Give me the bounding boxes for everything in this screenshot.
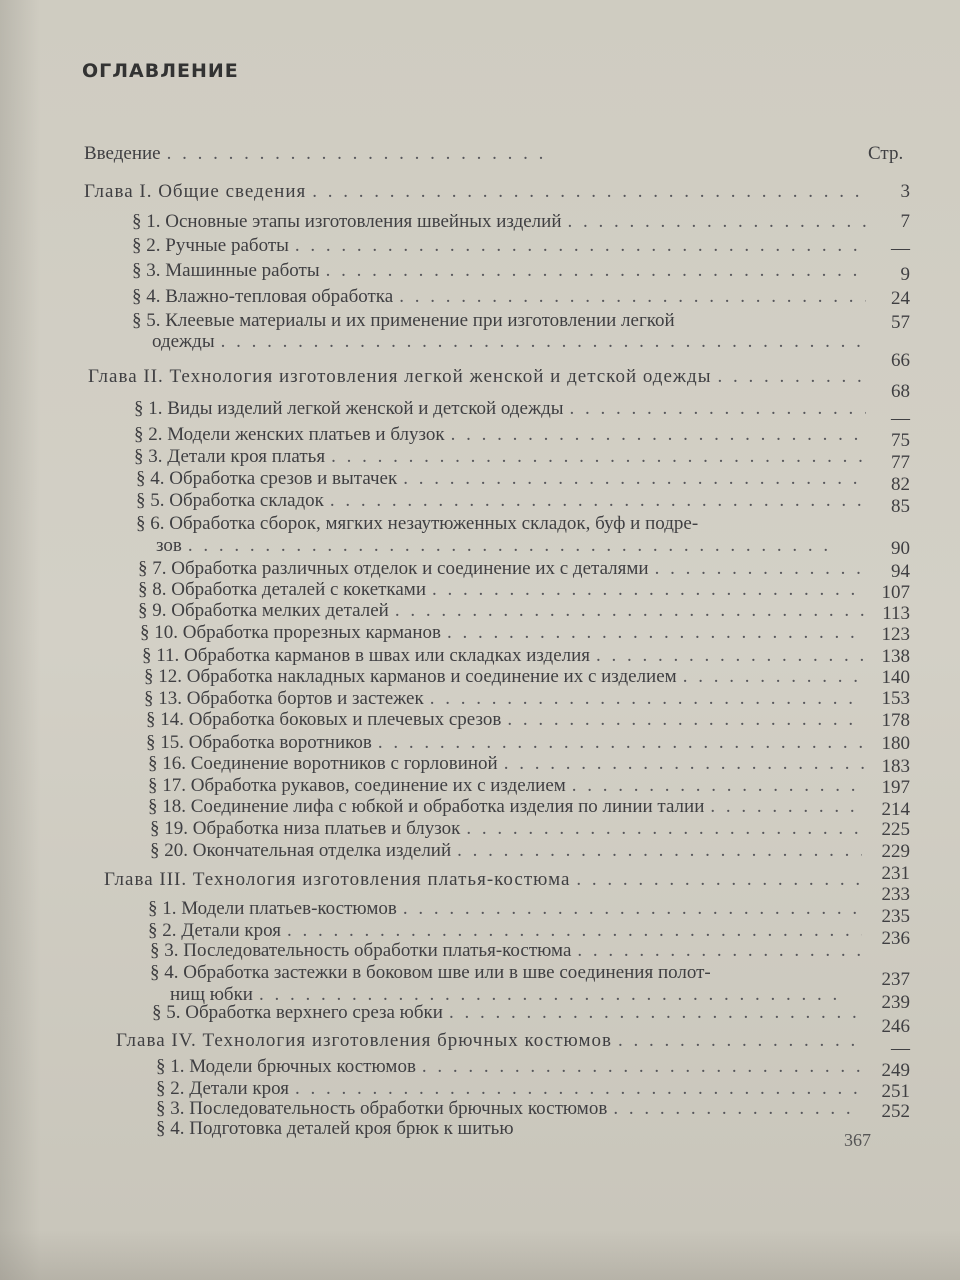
dot-leader [613,1098,862,1120]
toc-entry [134,424,870,446]
toc-entry-label: § 2. Ручные работы [132,235,289,256]
toc-chapter [104,869,868,891]
toc-page-number: 231 [881,863,910,884]
toc-page-number: 233 [881,884,910,905]
toc-page-number: 225 [881,819,910,840]
toc-page-number: — [891,238,910,259]
dot-leader [717,366,866,388]
dot-leader [331,446,866,468]
dot-leader [312,181,866,203]
toc-page-number: 237 [881,969,910,990]
dot-leader [568,211,867,233]
dot-leader [576,869,864,891]
toc-entry-label: § 11. Обработка карманов в швах или складках изделия [142,645,591,666]
toc-chapter [88,366,870,388]
toc-chapter [116,1030,866,1052]
toc-entry-label: § 12. Обработка накладных карманов и соединение их с изделием [144,666,677,687]
toc-entry [156,1098,866,1120]
toc-entry [146,732,868,754]
toc-entry [148,753,868,775]
toc-entry-continuation [152,331,870,353]
toc-page-number: — [891,408,910,429]
toc-entry [144,688,868,710]
toc-entry-label: § 4. Подготовка деталей кроя брюк к шитью [156,1118,514,1139]
dot-leader [403,468,866,490]
toc-page-number: 90 [891,538,910,559]
dot-leader [295,1078,862,1100]
toc-entry [140,622,870,644]
toc-page-number: 57 [891,312,910,333]
toc-entry-label: § 19. Обработка низа платьев и блузок [150,818,461,839]
page-edge [0,1230,960,1280]
toc-page-number: 68 [891,381,910,402]
toc-entry [150,818,866,840]
toc-entry [156,1078,866,1100]
toc-page-number: 235 [881,906,910,927]
toc-page-number: 3 [900,181,910,202]
toc-entry-label: нищ юбки [170,984,253,1005]
dot-leader [451,424,866,446]
toc-entry-label: § 15. Обработка воротников [146,732,372,753]
toc-entry [138,579,870,601]
dot-leader [596,645,864,667]
toc-page-number: 9 [900,264,910,285]
toc-entry-label: Глава IV. Технология изготовления брючных костюмов [116,1030,612,1051]
toc-chapter [84,181,870,203]
toc-entry [132,310,870,332]
dot-leader [570,398,866,420]
toc-page-number: 236 [881,928,910,949]
toc-entry-label: § 7. Обработка различных отделок и соединение их с деталями [138,558,649,579]
dot-leader [618,1030,862,1052]
toc-page-number: 94 [891,561,910,582]
toc-entry-label: § 20. Окончательная отделка изделий [150,840,452,861]
toc-entry [132,260,870,282]
toc-page-number: 123 [881,624,910,645]
dot-leader [577,940,862,962]
toc-page-number: 252 [881,1101,910,1122]
toc-page-number: 239 [881,992,910,1013]
toc-entry [138,600,870,622]
toc-entry [156,1056,866,1078]
dot-leader [395,600,866,622]
dot-leader [432,579,866,601]
toc-entry-label: § 14. Обработка боковых и плечевых срезов [146,709,502,730]
toc-entry-label: § 5. Обработка верхнего среза юбки [152,1002,443,1023]
toc-page-number: 113 [882,603,910,624]
toc-entry [132,286,870,308]
dot-leader [447,622,866,644]
dot-leader [326,260,866,282]
toc-entry-label: § 1. Основные этапы изготовления швейных изделий [132,211,562,232]
toc-entry-label: § 1. Модели платьев-костюмов [148,898,397,919]
toc-entry [148,898,866,920]
toc-entry [146,709,868,731]
toc-page-number: 140 [881,667,910,688]
toc-page-number: 251 [881,1081,910,1102]
toc-entry [150,962,844,984]
toc-entry-label: одежды [152,331,215,352]
dot-leader [378,732,864,754]
toc-entry [152,1002,866,1024]
toc-entry-label: § 1. Модели брючных костюмов [156,1056,416,1077]
toc-entry-label: § 8. Обработка деталей с кокетками [138,579,426,600]
toc-entry-label: § 2. Детали кроя [156,1078,290,1099]
toc-page-number: 138 [881,646,910,667]
dot-leader [188,535,832,557]
toc-entry-continuation [156,535,836,557]
toc-entry [148,775,868,797]
page-shadow [0,0,40,1280]
toc-page-number: 246 [881,1016,910,1037]
toc-page-number: 77 [891,452,910,473]
dot-leader [167,143,550,165]
dot-leader [295,235,866,257]
toc-entry-label: § 4. Влажно-тепловая обработка [132,286,394,307]
toc-page-number: 85 [891,496,910,517]
dot-leader [287,920,862,942]
toc-entry-label: § 9. Обработка мелких деталей [138,600,389,621]
dot-leader [710,796,864,818]
toc-entry-label: § 2. Детали кроя [148,920,282,941]
toc-entry [144,666,868,688]
toc-page-number: 107 [881,582,910,603]
dot-leader [572,775,864,797]
toc-page-number: 183 [881,756,910,777]
toc-entry [150,840,866,862]
toc-page-number: 214 [881,799,910,820]
toc-entry-label: зов [156,535,182,556]
toc-entry-label: § 13. Обработка бортов и застежек [144,688,424,709]
toc-entry-label: § 18. Соединение лифа с юбкой и обработка изделия по линии талии [148,796,705,817]
toc-entry-label: § 17. Обработка рукавов, соединение их с изделием [148,775,566,796]
toc-page-number: 7 [900,211,910,232]
dot-leader [221,331,866,353]
toc-entry-label: § 3. Последовательность обработки брючных костюмов [156,1098,608,1119]
toc-entry-label: § 4. Обработка застежки в боковом шве или в шве соединения полот- [150,962,711,983]
dot-leader [330,490,866,512]
toc-entry-label: § 1. Виды изделий легкой женской и детской одежды [134,398,564,419]
page-number: 367 [844,1130,871,1150]
toc-entry-label: § 3. Детали кроя платья [134,446,326,467]
toc-entry [148,796,868,818]
toc-page-number: 75 [891,430,910,451]
toc-entry [134,446,870,468]
toc-entry-label: § 10. Обработка прорезных карманов [140,622,441,643]
toc-entry [142,645,868,667]
toc-page-number: 66 [891,350,910,371]
dot-leader [457,840,862,862]
toc-heading: ОГЛАВЛЕНИЕ [82,60,239,82]
dot-leader [422,1056,862,1078]
toc-entry [132,211,870,233]
toc-entry-label: Глава III. Технология изготовления платья-костюма [104,869,571,890]
dot-leader [466,818,862,840]
toc-page-number: 82 [891,474,910,495]
toc-entry-label: § 3. Последовательность обработки платья-костюма [150,940,572,961]
dot-leader [430,688,864,710]
toc-page-number: 24 [891,288,910,309]
dot-leader [655,558,866,580]
toc-entry [132,235,870,257]
dot-leader [504,753,864,775]
toc-entry [134,398,870,420]
toc-entry [136,490,870,512]
toc-entry [150,940,866,962]
toc-page-number: 153 [881,688,910,709]
toc-entry [136,513,836,535]
toc-entry [156,1118,666,1140]
toc-entry-label: § 3. Машинные работы [132,260,320,281]
toc-page-number: — [891,1038,910,1059]
toc-entry [136,468,870,490]
dot-leader [403,898,862,920]
dot-leader [449,1002,862,1024]
toc-page-number: 249 [881,1060,910,1081]
toc-page-number: 180 [881,733,910,754]
toc-entry-label: § 6. Обработка сборок, мягких незаутюженных складок, буф и подре- [136,513,699,534]
toc-entry-label: § 4. Обработка срезов и вытачек [136,468,398,489]
toc-page-number: 197 [881,777,910,798]
toc-entry-label: Введение [84,143,161,164]
toc-entry-label: § 2. Модели женских платьев и блузок [134,424,445,445]
toc-entry-label: § 16. Соединение воротников с горловиной [148,753,498,774]
toc-entry-label: Глава I. Общие сведения [84,181,307,202]
toc-entry-label: § 5. Обработка складок [136,490,324,511]
dot-leader [399,286,866,308]
toc-page-number: 229 [881,841,910,862]
toc-entry-label: Глава II. Технология изготовления легкой женской и детской одежды [88,366,712,387]
toc-entry [148,920,866,942]
dot-leader [507,709,864,731]
page-column-label: Стр. [868,143,904,164]
toc-entry [138,558,870,580]
dot-leader [683,666,864,688]
toc-page-number: 178 [881,710,910,731]
toc-entry [84,143,554,165]
toc-entry-label: § 5. Клеевые материалы и их применение при изготовлении легкой [132,310,675,331]
